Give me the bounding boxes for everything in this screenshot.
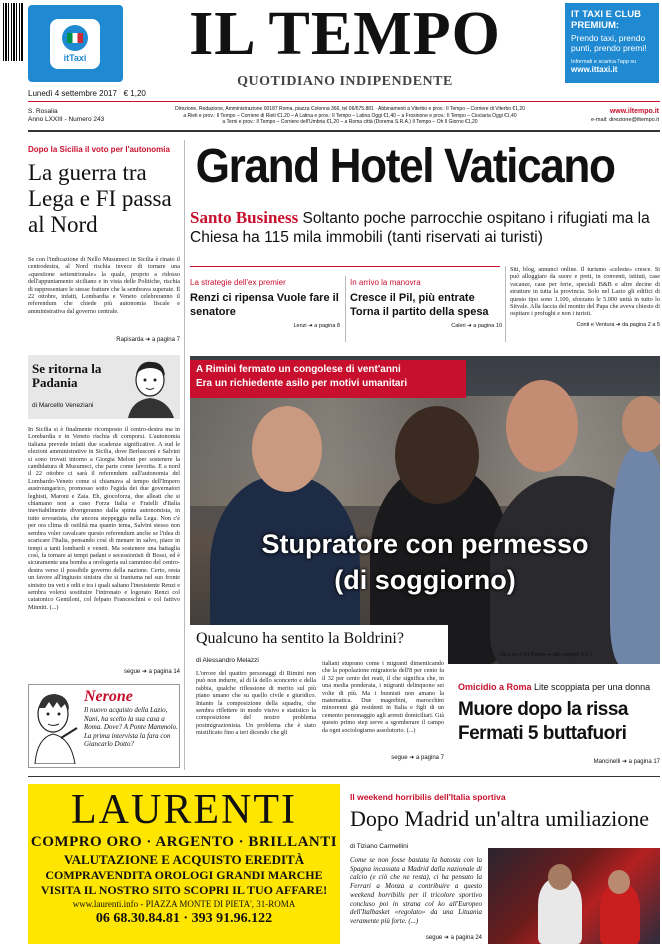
issue-price: € 1,20 bbox=[123, 89, 146, 98]
substory-kicker: In arrivo la manovra bbox=[350, 278, 421, 287]
taxi-logo-text: itTaxi bbox=[63, 53, 87, 63]
omicidio-kicker-label: Omicidio a Roma bbox=[458, 682, 532, 692]
main-kicker: Santo Business bbox=[190, 208, 299, 227]
padania-title[interactable]: Se ritorna la Padania bbox=[32, 361, 102, 390]
ad-brand: LAURENTI bbox=[71, 787, 297, 833]
sport-title[interactable]: Dopo Madrid un'altra umiliazione bbox=[350, 806, 650, 831]
photo-credit[interactable]: De Leo e Di Pietro ➜ alle pagine 6 e 7 bbox=[500, 652, 593, 658]
website-link[interactable]: www.iltempo.it bbox=[609, 108, 659, 115]
sport-photo bbox=[488, 848, 660, 944]
boldrini-body-col1: L'orrore del quattro personaggi di Rimini non può non indurre, al di là dello sconcerto e della rabbia, qualche riflessione di merito sul più piano umano che su quello civile e giuridico. Intanto la composizione della squadra, che sembra riflettere in modo visivo e statistico la composizione del nostro problema postmigrazionista. Un problema che è stato mistificato fino a ieri dicendo che gli bbox=[196, 670, 316, 737]
omicidio-sign[interactable]: Mancinelli ➜ a pagina 17 bbox=[593, 759, 660, 765]
boldrini-title[interactable]: Qualcuno ha sentito la Boldrini? bbox=[196, 630, 404, 647]
left-story-title[interactable]: La guerra tra Lega e FI passa al Nord bbox=[28, 160, 172, 237]
editorial-line: a Rieti e prov.: Il Tempo – Corriere di Rieti €1,20 – A Latina e prov.: Il Tempo – Latina Oggi €1,40 – a Frosinone e prov.: Il Tempo – Ciociaria Oggi €1,40 bbox=[183, 112, 517, 119]
boldrini-body-col2: italiani stuprano come i migranti dimenticando che la popolazione migratoria dell'8 per cento fa il 32 per cento dei reati, il che significa che, in una media ponderata, i migranti delinquono sei volte di più. Ma i buonisti non amano la matematica. Due magrebini, marocchini minorenni già residenti in Italia e figli di un cemento personaggio agli arresti domiciliari. Già questo primo step serve a sgomberare il campo da ogni sociologismo assolutorio. (...) bbox=[322, 660, 444, 734]
padania-sign[interactable]: segue ➜ a pagina 14 bbox=[123, 669, 180, 675]
ad-line: VISITA IL NOSTRO SITO SCOPRI IL TUO AFFARE! bbox=[40, 883, 328, 897]
omicidio-kicker-rest: Lite scoppiata per una donna bbox=[534, 682, 651, 692]
masthead-title[interactable]: IL TEMPO bbox=[189, 0, 501, 68]
substory-sign[interactable]: Lenzi ➜ a pagina 8 bbox=[293, 323, 340, 329]
taxi-ad-slogan: Prendo taxi, prendo punti, prendo premi! bbox=[571, 33, 647, 53]
substory-sign[interactable]: Conti e Ventura ➜ da pagina 2 a 5 bbox=[576, 321, 660, 328]
main-subtitle: Soltanto poche parrocchie ospitano i rifugiati ma la Chiesa ha 115 mila immobili (tanti riservati ai turisti) bbox=[190, 210, 650, 246]
boldrini-author: di Alessandro Melazzi bbox=[196, 657, 259, 664]
substory-renzi[interactable] bbox=[190, 278, 340, 329]
taxi-ad-note: Informati e scarica l'app su bbox=[571, 59, 637, 65]
photo-headline[interactable] bbox=[200, 526, 650, 598]
ad-line: VALUTAZIONE E ACQUISTO EREDITÀ bbox=[63, 852, 305, 867]
sport-sign[interactable]: segue ➜ a pagina 24 bbox=[425, 935, 482, 941]
editorial-info bbox=[150, 106, 550, 126]
left-story-kicker: Dopo la Sicilia il voto per l'autonomia bbox=[28, 145, 170, 154]
nerone-title: Nerone bbox=[84, 688, 133, 705]
taxi-logo bbox=[50, 19, 100, 69]
substory-kicker: La strategie dell'ex premier bbox=[190, 278, 286, 287]
photo-headline-line: Stupratore con permesso bbox=[261, 529, 589, 559]
rimini-photo bbox=[190, 356, 660, 664]
editorial-line: Direzione, Redazione, Amministrazione 00187 Roma, piazza Colonna 366, tel 06/675.881 · Abbinamenti a Viterbo e prov.: Il Tempo – Corriere di Viterbo €1,20 bbox=[175, 106, 525, 112]
italy-flag-icon bbox=[67, 33, 83, 43]
taxi-ad-link[interactable]: www.ittaxi.it bbox=[571, 65, 618, 74]
taxi-ad-title: IT TAXI E CLUB PREMIUM: bbox=[571, 9, 642, 31]
author-portrait bbox=[120, 356, 178, 418]
laurenti-ad[interactable] bbox=[28, 784, 340, 944]
email-link[interactable]: e-mail: direzione@iltempo.it bbox=[591, 117, 659, 123]
issue-date: Lunedì 4 settembre 2017 bbox=[28, 89, 117, 98]
ad-address: www.laurenti.info - PIAZZA MONTE DI PIETA', 31-ROMA bbox=[72, 899, 296, 909]
taxi-ad-right[interactable] bbox=[565, 3, 659, 83]
ad-phone: 06 68.30.84.81 · 393 91.96.122 bbox=[95, 911, 273, 926]
photo-kicker bbox=[190, 360, 466, 398]
masthead-subtitle: QUOTIDIANO INDIPENDENTE bbox=[237, 74, 453, 89]
sport-body: Come se non fosse bastata la batosta con la Spagna incassata a Madrid dalla nazionale di calcio (e ciò che ne resta), ci ha pensato la Ferrari a Monza a contribuire a questo weekend horribilis per il tricolore sportivo concluso poi in strana col ko all'Europeo dell'Italbasket «regolato» da una Lituania veramente più forte. (...) bbox=[350, 856, 482, 925]
substory-title: Cresce il Pil, più entrate Torna il partito della spesa bbox=[350, 292, 489, 318]
issue-number: Anno LXXIII - Numero 243 bbox=[28, 116, 105, 123]
omicidio-kicker bbox=[458, 682, 650, 692]
padania-author: di Marcello Veneziani bbox=[32, 402, 94, 409]
ad-line: COMPRO ORO · ARGENTO · BRILLANTI bbox=[30, 834, 338, 850]
main-headline[interactable]: Grand Hotel Vaticano bbox=[195, 140, 615, 193]
saint-name: S. Rosalia bbox=[28, 108, 58, 115]
nerone-text: Il nuovo acquisto della Lazio, Nani, ha scelto la sua casa a Roma. Dove? A Ponte Mammolo. La prima intervista la fara con Giancarlo Dotto? bbox=[84, 706, 178, 748]
taxi-ad-left[interactable] bbox=[28, 5, 123, 82]
sport-kicker: Il weekend horribilis dell'Italia sportiva bbox=[350, 792, 506, 802]
substory-sign[interactable]: Caleri ➜ a pagina 10 bbox=[451, 323, 502, 329]
left-story-sign[interactable]: Rapisarda ➜ a pagina 7 bbox=[116, 337, 180, 343]
substory-turismo[interactable] bbox=[510, 266, 660, 328]
saint-of-day bbox=[28, 108, 104, 124]
nerone-caricature bbox=[31, 688, 79, 764]
photo-kicker-line: Era un richiedente asilo per motivi umanitari bbox=[196, 378, 408, 389]
sport-author: di Tiziano Carmellini bbox=[350, 843, 409, 850]
main-subheadline bbox=[190, 208, 660, 247]
ad-line: COMPRAVENDITA OROLOGI GRANDI MARCHE bbox=[45, 868, 323, 882]
left-story-body: Se con l'indicazione di Nello Musumeci in Sicilia è rinato il centrodestra, al Nord rischia invece di tornare una «questione settentrionale» la quale, proprio a ridosso dell'appuntamento siciliano e in vista delle Politiche, rischia di rappresentare le stesse fratture che la sembrava superate. Il 22 ottobre, infatti, Lombardia e Veneto celebreranno il referendum che chiede più autonomia fiscale e amministrativa dal governo centrale. bbox=[28, 256, 180, 315]
issue-date-line bbox=[28, 89, 146, 98]
photo-kicker-line: A Rimini fermato un congolese di vent'anni bbox=[196, 364, 401, 375]
padania-body: In Sicilia si è finalmente ricomposto il centro-destra ma in Lombardia e in Veneto rischia di comporsi. L'autonomia italiana prevede infatti due scadenze significative. A sud le elezioni amministrative in Sicilia, dove Berlusconi e Salvini si sono trovati intorno a Giorgia Meloni per sostenere la candidatura di Musumeci, che parte come favorita. E a nord il 22 ottobre ci sarà il referendum sull'autonomia del Lombardo-Veneto come si chiamava al tempo dell'Impero austroungarico, promosso sotto l'egida dei due governatori leghisti, Maroni e Zaia. Eh, giocoforza, due alleati che si chiamano non a caso Forza Italia e Fratelli d'Italia inevitabilmente divergeranno dalla spinta autonomista, in tutto sovranista, che ancora steppeggia nella Lega. Non c'è per ora clima di ostilità ma quanto tema, Salvini stesso non sembra voler cavalcare questo referendum anche se l'idea di scaricare l'Italia, pensando così di menare in salvo, piace in tempi a tanti lombardi e veneti. Ma sostenere una battaglia così, fa tornare ai tempi padani e secessionisti di Bossi, ed è sicuramente una bomba a orologeria sul cammino del centro-destra verso il possibile governo della nazione. Certo, resta un favore all'ingiusto sinistra che si frantuma nel suo fronte sinistro tra veti e odii e tra i quali saltano l'inesistente Renzi e sembra volersi sostituire l'intronato e logorato Renzi col catatonico Gentiloni, col felpato Franceschini e col fattivo Minniti. (...) bbox=[28, 426, 180, 611]
substory-title: Renzi ci ripensa Vuole fare il senatore bbox=[190, 292, 339, 318]
barcode bbox=[3, 3, 23, 61]
substory-body: Siti, blog, annunci online. Il turismo «celeste» cresce. Si può alloggiare da suore e preti, in conventi, istituti, case vacanze, case per ferie, speciali B&B e altre decine di strutture in tutta la provincia. Solo nel Lazio gli edifici di questo tipo sono 1.100, sforzano le 5.000 unità in tutto lo Stivale. Alla faccia del monito del Papa che aveva chiesto di ospitare i profughi e non i turisti. bbox=[510, 266, 660, 318]
substory-manovra[interactable] bbox=[350, 278, 502, 329]
editorial-line: a Terni e prov.: Il Tempo – Corriere dell'Umbria €1,20 – a Roma città (Dorema S.R.A.) Il Tempo – Oh Il Giorno €1,20 bbox=[222, 119, 478, 125]
photo-headline-line: (di soggiorno) bbox=[334, 565, 516, 595]
omicidio-title[interactable]: Muore dopo la rissa Fermati 5 buttafuori bbox=[458, 699, 628, 744]
boldrini-sign[interactable]: segue ➜ a pagina 7 bbox=[391, 755, 444, 761]
